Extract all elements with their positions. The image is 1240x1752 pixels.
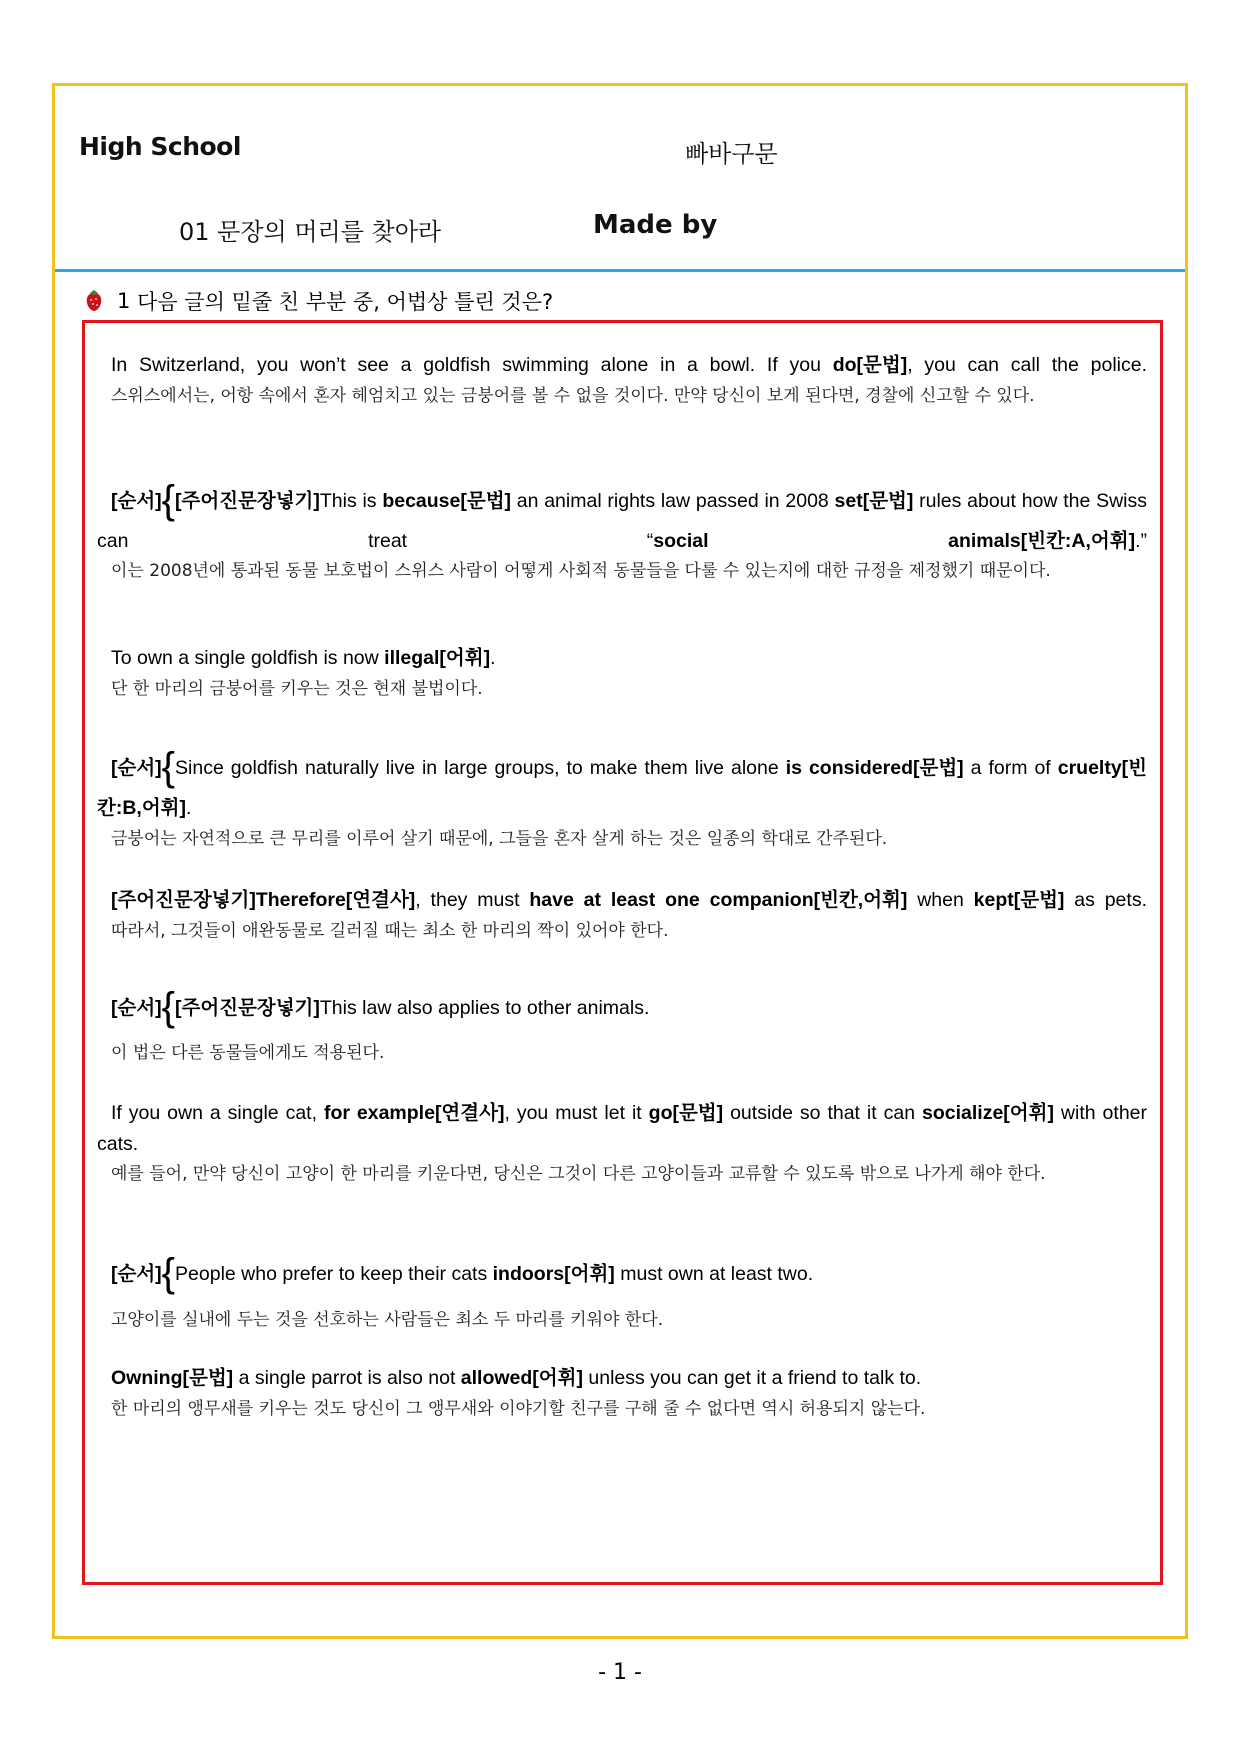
korean-translation: 고양이를 실내에 두는 것을 선호하는 사람들은 최소 두 마리를 키워야 한다.	[111, 1310, 664, 1330]
korean-translation: 이는 2008년에 통과된 동물 보호법이 스위스 사람이 어떻게 사회적 동물들을 다룰 수 있는지에 대한 규정을 제정했기 때문이다.	[111, 561, 1051, 581]
marked-phrase: illegal[어휘]	[384, 647, 491, 669]
korean-translation: 이 법은 다른 동물들에게도 적용된다.	[111, 1043, 385, 1063]
page-header	[55, 86, 1185, 272]
page-number: - 1 -	[598, 1660, 642, 1685]
sentence-text: when	[907, 889, 974, 911]
marked-phrase: [순서]	[111, 997, 162, 1019]
sentence-text: This law also applies to other animals.	[319, 997, 650, 1019]
korean-translation: 한 마리의 앵무새를 키우는 것도 당신이 그 앵무새와 이야기할 친구를 구해 줄 수 없다면 역시 허용되지 않는다.	[111, 1399, 926, 1419]
korean-translation: 스위스에서는, 어항 속에서 혼자 헤엄치고 있는 금붕어를 볼 수 없을 것이다. 만약 당신이 보게 된다면, 경찰에 신고할 수 있다.	[111, 386, 1035, 406]
book-title: 빠바구문	[685, 140, 778, 168]
marked-phrase: [주어진문장넣기]	[175, 997, 320, 1019]
unit-title: 01 문장의 머리를 찾아라	[179, 218, 442, 246]
sentence-text: .	[186, 797, 192, 819]
brace-mark: {	[161, 985, 176, 1029]
sentence-text: .	[490, 647, 496, 669]
marked-phrase: cruelty[빈칸:B,어휘]	[97, 757, 1147, 819]
korean-translation: 단 한 마리의 금붕어를 키우는 것은 현재 불법이다.	[111, 679, 483, 699]
korean-translation: 따라서, 그것들이 애완동물로 길러질 때는 최소 한 마리의 짝이 있어야 한다.	[111, 921, 669, 941]
english-sentence	[97, 1098, 1147, 1160]
brace-mark: {	[161, 745, 176, 789]
sentence-text: outside so that it can	[723, 1102, 923, 1124]
sentence-text: an animal rights law passed in 2008	[511, 490, 835, 512]
passage-box	[82, 320, 1163, 1585]
marked-phrase: Owning[문법]	[111, 1367, 234, 1389]
marked-phrase: allowed[어휘]	[460, 1367, 583, 1389]
marked-phrase: for example[연결사]	[323, 1102, 505, 1124]
sentence-text: .”	[1135, 530, 1147, 552]
marked-phrase: social animals[빈칸:A,어휘]	[653, 530, 1136, 552]
sentence-text: unless you can get it a friend to talk to.	[582, 1367, 922, 1389]
english-sentence	[97, 745, 1147, 828]
sentence-text: as pets.	[1064, 889, 1147, 911]
marked-phrase: [주어진문장넣기]Therefore[연결사]	[111, 889, 416, 911]
marked-phrase: [순서]	[111, 1263, 162, 1285]
sentence-text: must own at least two.	[614, 1263, 814, 1285]
sentence-text: In Switzerland, you won’t see a goldfish swimming alone in a bowl. If you	[111, 354, 833, 376]
english-sentence	[97, 478, 1147, 561]
english-sentence	[97, 1363, 1147, 1394]
english-sentence	[97, 643, 1147, 674]
sentence-text: a form of	[963, 757, 1058, 779]
korean-translation: 금붕어는 자연적으로 큰 무리를 이루어 살기 때문에, 그들을 혼자 살게 하는 것은 일종의 학대로 간주된다.	[111, 829, 888, 849]
english-sentence	[97, 350, 1147, 381]
sentence-text: Since goldfish naturally live in large groups, to make them live alone	[175, 757, 786, 779]
marked-phrase: have at least one companion[빈칸,어휘]	[529, 889, 908, 911]
english-sentence	[97, 985, 1147, 1029]
marked-phrase: [순서]	[111, 757, 162, 779]
marked-phrase: kept[문법]	[973, 889, 1065, 911]
korean-translation: 예를 들어, 만약 당신이 고양이 한 마리를 키운다면, 당신은 그것이 다른 고양이들과 교류할 수 있도록 밖으로 나가게 해야 한다.	[111, 1164, 1046, 1184]
sentence-text: with other cats.	[97, 1102, 1147, 1155]
brace-mark: {	[161, 478, 176, 522]
sentence-text: , they must	[415, 889, 530, 911]
sentence-text: This is	[319, 490, 383, 512]
school-level: High School	[79, 132, 241, 161]
marked-phrase: is considered[문법]	[785, 757, 964, 779]
sentence-text: If you own a single cat,	[111, 1102, 324, 1124]
sentence-text: To own a single goldfish is now	[111, 647, 385, 669]
question-heading	[85, 286, 553, 316]
strawberry-icon	[85, 290, 103, 312]
marked-phrase: indoors[어휘]	[492, 1263, 615, 1285]
marked-phrase: set[문법]	[834, 490, 914, 512]
sentence-text: People who prefer to keep their cats	[175, 1263, 493, 1285]
marked-phrase: [주어진문장넣기]	[175, 490, 320, 512]
marked-phrase: [순서]	[111, 490, 162, 512]
brace-mark: {	[161, 1251, 176, 1295]
question-number: 1	[117, 289, 131, 313]
sentence-text: , you can call the police.	[907, 354, 1147, 376]
marked-phrase: do[문법]	[832, 354, 908, 376]
sentence-text: rules about how the Swiss can treat “	[97, 490, 1147, 552]
marked-phrase: socialize[어휘]	[922, 1102, 1054, 1124]
sentence-text: , you must let it	[504, 1102, 649, 1124]
page-frame	[52, 83, 1188, 1639]
question-text: 다음 글의 밑줄 친 부분 중, 어법상 틀린 것은?	[137, 290, 554, 314]
marked-phrase: because[문법]	[382, 490, 512, 512]
marked-phrase: go[문법]	[648, 1102, 724, 1124]
sentence-text: a single parrot is also not	[233, 1367, 461, 1389]
made-by-label: Made by	[593, 210, 718, 240]
english-sentence	[97, 885, 1147, 916]
english-sentence	[97, 1251, 1147, 1295]
